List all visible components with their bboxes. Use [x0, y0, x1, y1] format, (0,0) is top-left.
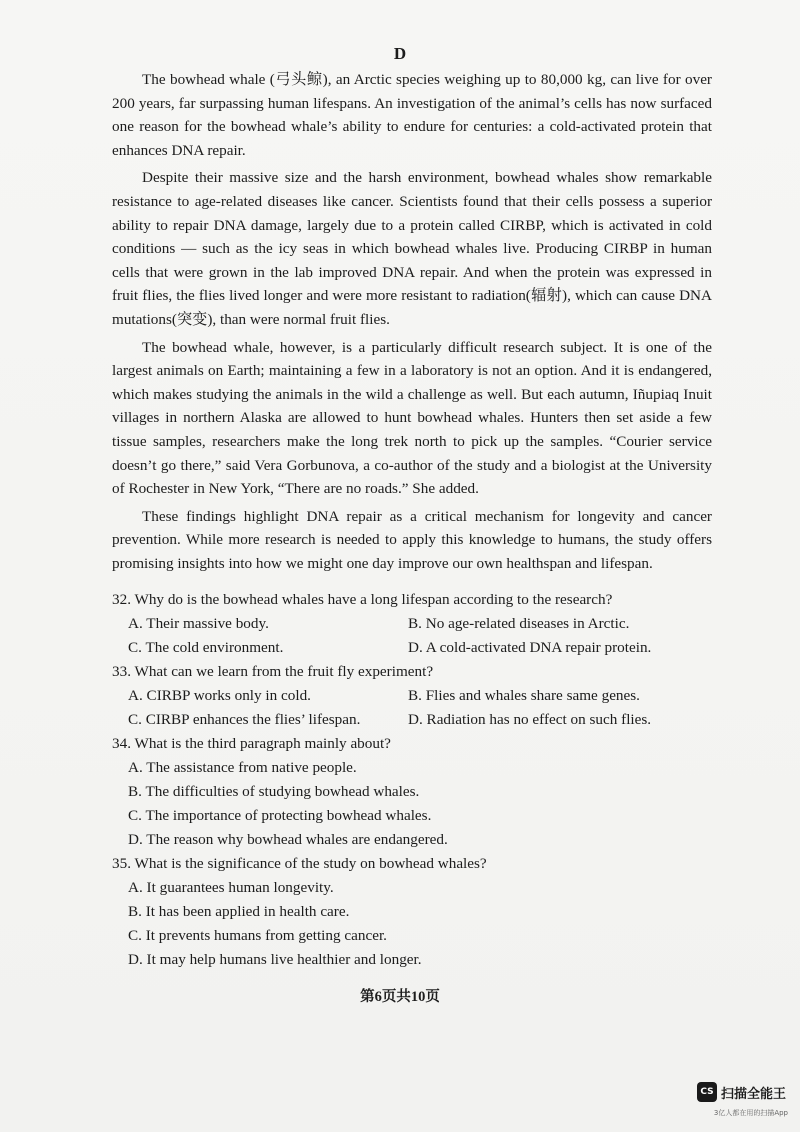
section-heading: D: [393, 44, 407, 63]
option-c: C. It prevents humans from getting cancer.: [128, 927, 387, 944]
passage-paragraph-2: Despite their massive size and the harsh environment, bowhead whales show remarkable resistance to age-related diseases like cancer. Scientists found that their cells possess a superior ability to repair DNA damage, largely due to a protein called CIRBP, which is activated in cold conditions — such as the icy seas in which bowhead whales live. Producing CIRBP in human cells that were grown in the lab improved DNA repair. And when the protein was expressed in fruit flies, the flies lived longer and were more resistant to radiation(辐射), which can cause DNA mutations(突变), than were normal fruit flies.: [112, 169, 712, 328]
question-34: [112, 732, 712, 852]
option-b: B. It has been applied in health care.: [128, 903, 350, 920]
watermark-app-name: 扫描全能王: [720, 1086, 786, 1102]
question-stem: 35. What is the significance of the study on bowhead whales?: [112, 855, 487, 872]
question-stem: 33. What can we learn from the fruit fly experiment?: [112, 663, 434, 680]
option-b: B. Flies and whales share same genes.: [408, 687, 640, 704]
passage-paragraph-1: The bowhead whale (弓头鲸), an Arctic species weighing up to 80,000 kg, can live for over 200 years, far surpassing human lifespans. An investigation of the animal’s cells has now surfaced one reason for the bowhead whale’s ability to endure for centuries: a cold-activated protein that enhances DNA repair.: [112, 71, 712, 159]
passage-paragraph-4: These findings highlight DNA repair as a critical mechanism for longevity and cancer prevention. While more research is needed to apply this knowledge to humans, the study offers promising insights into how we might one day improve our own healthspan and lifespan.: [112, 507, 712, 572]
option-a: A. The assistance from native people.: [128, 759, 357, 776]
option-d: D. The reason why bowhead whales are endangered.: [128, 831, 448, 848]
camscanner-watermark: [697, 1082, 786, 1102]
option-b: B. No age-related diseases in Arctic.: [408, 615, 630, 632]
option-a: A. It guarantees human longevity.: [128, 879, 334, 896]
passage-paragraph-3: The bowhead whale, however, is a particularly difficult research subject. It is one of the largest animals on Earth; maintaining a few in a laboratory is not an option. And it is endangered, which makes studying the animals in the wild a challenge as well. But each autumn, Iñupiaq Inuit villages in northern Alaska are allowed to hunt bowhead whales. Hunters then set aside a few tissue samples, researchers make the long trek north to pick up the samples. “Courier service doesn’t go there,” said Vera Gorbunova, a co-author of the study and a biologist at the University of Rochester in New York, “There are no roads.” She added.: [112, 338, 712, 498]
camscanner-icon: CS: [697, 1082, 717, 1102]
option-a: A. CIRBP works only in cold.: [128, 687, 311, 704]
page-number: 第6页共10页: [360, 989, 440, 1005]
question-33: [112, 660, 712, 732]
option-c: C. CIRBP enhances the flies’ lifespan.: [128, 711, 361, 728]
question-35: [112, 852, 712, 972]
question-stem: 32. Why do is the bowhead whales have a long lifespan according to the research?: [112, 591, 613, 608]
question-32: [112, 588, 712, 660]
option-b: B. The difficulties of studying bowhead whales.: [128, 783, 420, 800]
reading-passage: [112, 68, 712, 579]
option-c: C. The importance of protecting bowhead whales.: [128, 807, 432, 824]
watermark-tagline: 3亿人都在用的扫描App: [713, 1109, 788, 1117]
question-list: [112, 588, 712, 972]
option-d: D. Radiation has no effect on such flies.: [408, 711, 652, 728]
question-stem: 34. What is the third paragraph mainly about?: [112, 735, 391, 752]
option-a: A. Their massive body.: [128, 615, 269, 632]
option-d: D. It may help humans live healthier and longer.: [128, 951, 422, 968]
option-c: C. The cold environment.: [128, 639, 284, 656]
option-d: D. A cold-activated DNA repair protein.: [408, 639, 652, 656]
